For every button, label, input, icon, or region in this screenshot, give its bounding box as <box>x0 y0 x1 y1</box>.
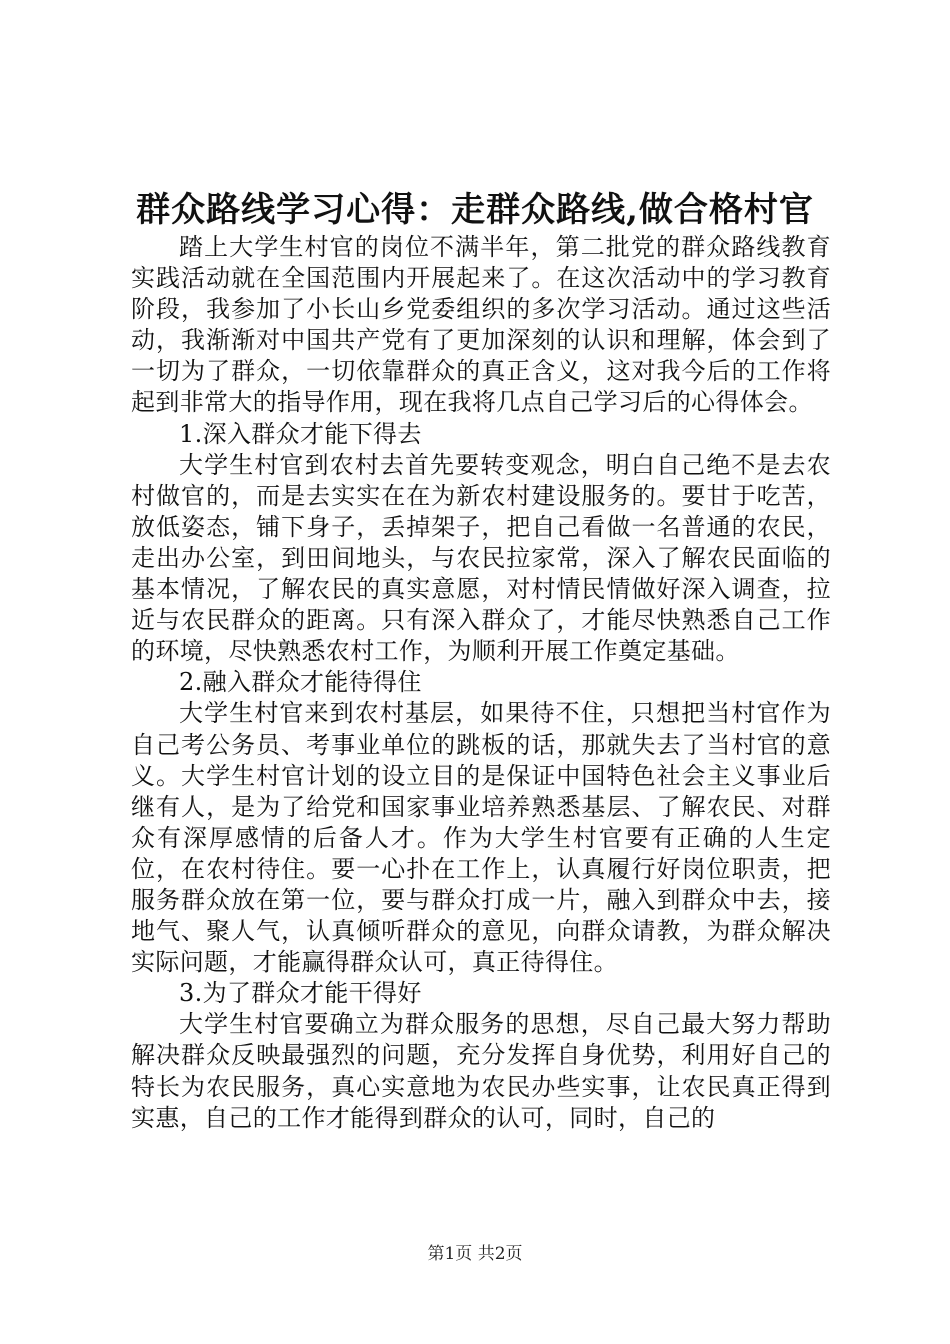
document-title: 群众路线学习心得：走群众路线,做合格村官 <box>136 190 814 230</box>
paragraph-section-1: 大学生村官到农村去首先要转变观念，明白自己绝不是去农村做官的，而是去实实在在为新农村建设服务的。要甘于吃苦，放低姿态，铺下身子，丢掉架子，把自己看做一名普通的农民，走出办公室，到田间地头，与农民拉家常，深入了解农民面临的基本情况，了解农民的真实意愿，对村情民情做好深入调查，拉近与农民群众的距离。只有深入群众了，才能尽快熟悉自己工作的环境，尽快熟悉农村工作，为顺利开展工作奠定基础。 <box>131 450 831 666</box>
section-heading-2: 2.融入群众才能待得住 <box>179 668 422 697</box>
page-number-footer: 第1页 共2页 <box>427 1244 523 1264</box>
paragraph-intro: 踏上大学生村官的岗位不满半年，第二批党的群众路线教育实践活动就在全国范围内开展起来了。在这次活动中的学习教育阶段，我参加了小长山乡党委组织的多次学习活动。通过这些活动，我渐渐对中国共产党有了更加深刻的认识和理解，体会到了一切为了群众，一切依靠群众的真正含义，这对我今后的工作将起到非常大的指导作用，现在我将几点自己学习后的心得体会。 <box>131 233 831 417</box>
paragraph-section-3: 大学生村官要确立为群众服务的思想，尽自己最大努力帮助解决群众反映最强烈的问题，充分发挥自身优势，利用好自己的特长为农民服务，真心实意地为农民办些实事，让农民真正得到实惠，自己的工作才能得到群众的认可，同时，自己的 <box>131 1010 831 1132</box>
section-heading-1: 1.深入群众才能下得去 <box>179 419 422 448</box>
paragraph-section-2: 大学生村官来到农村基层，如果待不住，只想把当村官作为自己考公务员、考事业单位的跳板的话，那就失去了当村官的意义。大学生村官计划的设立目的是保证中国特色社会主义事业后继有人，是为了给党和国家事业培养熟悉基层、了解农民、对群众有深厚感情的后备人才。作为大学生村官要有正确的人生定位，在农村待住。要一心扑在工作上，认真履行好岗位职责，把服务群众放在第一位，要与群众打成一片，融入到群众中去，接地气、聚人气，认真倾听群众的意见，向群众请教，为群众解决实际问题，才能赢得群众认可，真正待得住。 <box>131 699 831 977</box>
section-heading-3: 3.为了群众才能干得好 <box>179 979 422 1008</box>
document-body <box>131 232 831 1134</box>
